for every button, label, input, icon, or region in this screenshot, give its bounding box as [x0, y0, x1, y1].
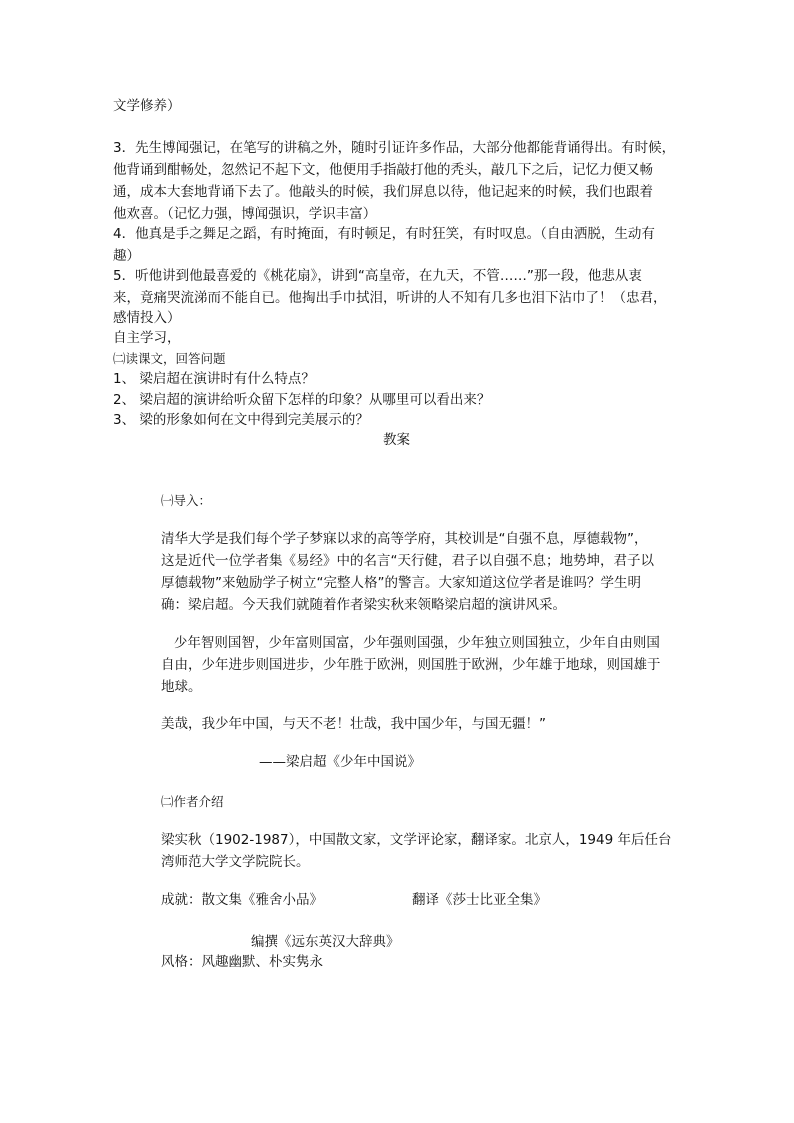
text-line: 他欢喜。（记忆力强，博闻强识，学识丰富）: [113, 206, 377, 222]
text-line: 他背诵到酣畅处，忽然记不起下文，他便用手指敲打他的秃头，敲几下之后，记忆力便又畅: [113, 162, 653, 178]
achievements-label: 成就：散文集《雅舍小品》: [161, 892, 323, 908]
text-line: 自由，少年进步则国进步，少年胜于欧洲，则国胜于欧洲，少年雄于地球，则国雄于: [161, 657, 661, 673]
text-line: 3．先生博闻强记，在笔写的讲稿之外，随时引证许多作品，大部分他都能背诵得出。有时候，: [113, 140, 676, 156]
list-item: 2、 梁启超的演讲给听众留下怎样的印象？从哪里可以看出来？: [113, 392, 491, 408]
text-line: 梁实秋（1902-1987），中国散文家，文学评论家，翻译家。北京人，1949 年后任台: [161, 832, 672, 848]
page-title: 教案: [383, 432, 410, 448]
text-line: 地球。: [161, 679, 202, 695]
text-line: 厚德载物”来勉励学子树立“完整人格”的警言。大家知道这位学者是谁吗？学生明: [161, 575, 641, 591]
text-line: 这是近代一位学者集《易经》中的名言“天行健，君子以自强不息；地势坤，君子以: [161, 553, 654, 569]
text-line: 通，成本大套地背诵下去了。他敲头的时候，我们屏息以待，他记起来的时候，我们也跟着: [113, 184, 653, 200]
text-line: 清华大学是我们每个学子梦寐以求的高等学府，其校训是“自强不息，厚德载物”，: [161, 531, 648, 547]
self-study-heading: 自主学习，: [113, 330, 181, 346]
quote-source: ——梁启超《少年中国说》: [259, 754, 421, 770]
compilation-item: 编撰《远东英汉大辞典》: [251, 934, 400, 950]
text-line: 趣）: [113, 248, 140, 264]
quote-line: 美哉，我少年中国，与天不老！壮哉，我中国少年，与国无疆！”: [161, 716, 546, 732]
style-line: 风格：风趣幽默、朴实隽永: [161, 954, 323, 970]
list-item: 1、 梁启超在演讲时有什么特点？: [113, 371, 315, 387]
text-line: 5．听他讲到他最喜爱的《桃花扇》，讲到“高皇帝，在九天，不管……”那一段，他悲从衷: [113, 268, 642, 284]
section-heading: ㈠导入：: [161, 493, 212, 508]
text-line: 文学修养）: [113, 98, 181, 114]
translation-item: 翻译《莎士比亚全集》: [412, 892, 547, 908]
section-heading: ㈡读课文，回答问题: [113, 351, 226, 366]
text-line: 少年智则国智，少年富则国富，少年强则国强，少年独立则国独立，少年自由则国: [161, 635, 660, 651]
text-line: 4．他真是手之舞足之蹈，有时掩面，有时顿足，有时狂笑，有时叹息。（自由洒脱，生动有: [113, 226, 655, 242]
text-line: 来，竟痛哭流涕而不能自已。他掏出手巾拭泪，听讲的人不知有几多也泪下沾巾了！（忠君，: [113, 290, 667, 306]
section-heading: ㈡作者介绍: [161, 794, 224, 809]
text-line: 感情投入）: [113, 310, 181, 326]
list-item: 3、 梁的形象如何在文中得到完美展示的？: [113, 412, 369, 428]
text-line: 湾师范大学文学院院长。: [161, 854, 310, 870]
text-line: 确：梁启超。今天我们就随着作者梁实秋来领略梁启超的演讲风采。: [161, 597, 566, 613]
